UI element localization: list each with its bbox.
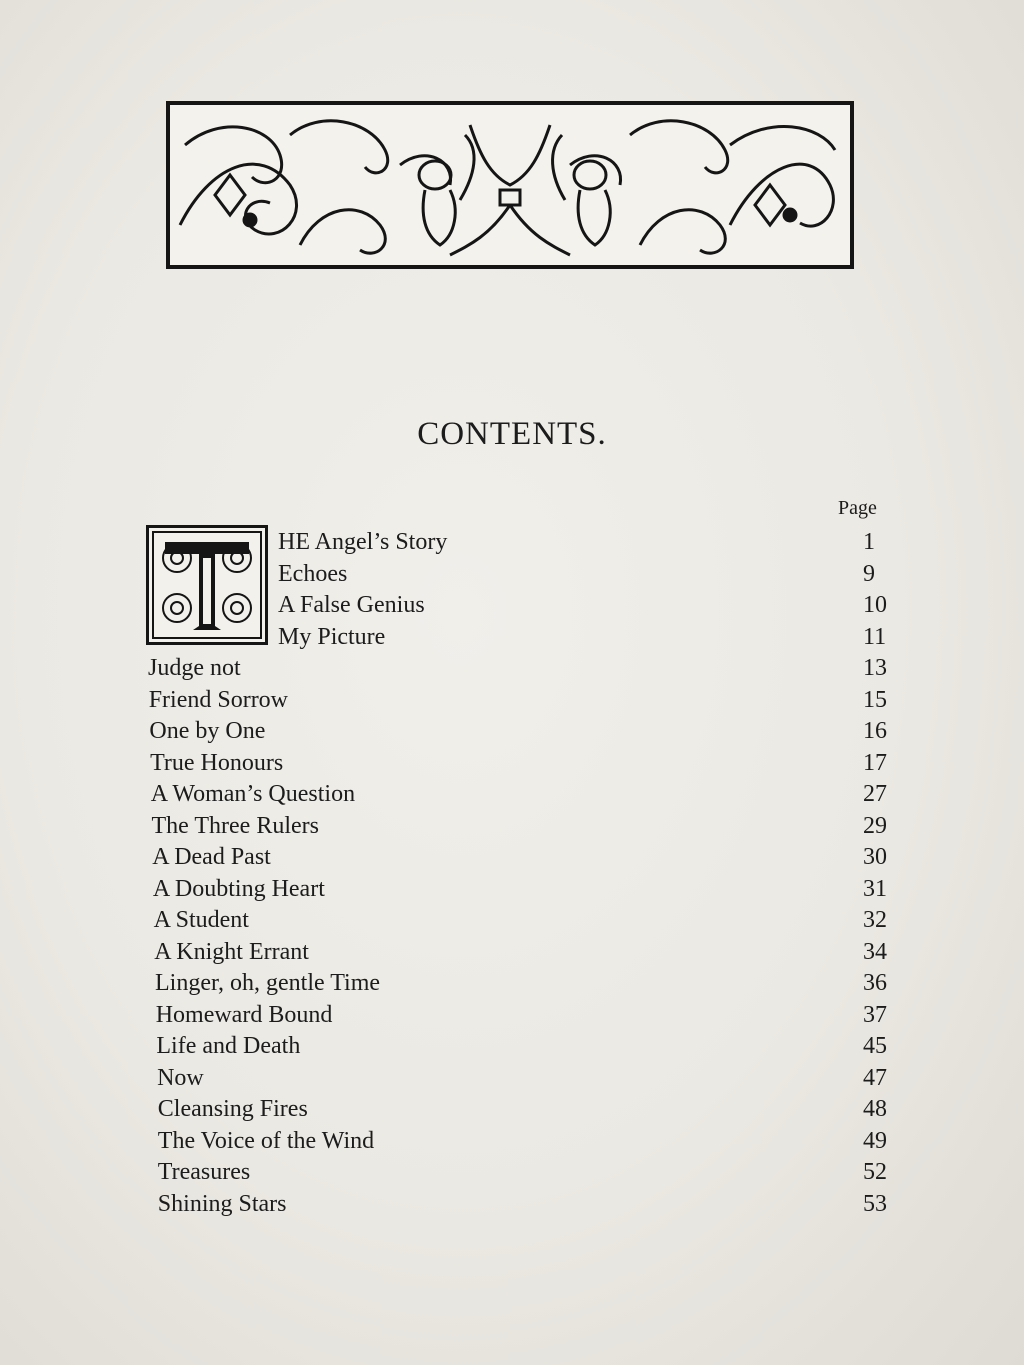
toc-entry-title: A Woman’s Question bbox=[150, 781, 356, 807]
toc-entry-title: Friend Sorrow bbox=[148, 686, 289, 713]
toc-entry-title: Homeward Bound bbox=[155, 1001, 333, 1028]
toc-entry bbox=[153, 873, 890, 905]
toc-entry-title: True Honours bbox=[150, 749, 284, 776]
toc-entry-title: A Doubting Heart bbox=[152, 875, 325, 902]
toc-entry-title: A Knight Errant bbox=[154, 938, 309, 965]
toc-entry-page: 31 bbox=[862, 875, 887, 902]
toc-entry-title: The Voice of the Wind bbox=[157, 1127, 375, 1154]
toc-entry-page: 16 bbox=[862, 718, 887, 744]
toc-entry-title: Shining Stars bbox=[157, 1190, 287, 1217]
toc-entry-page: 36 bbox=[863, 970, 887, 996]
toc-entry bbox=[148, 652, 890, 684]
toc-entry-page: 47 bbox=[862, 1064, 887, 1091]
toc-entry-page: 15 bbox=[862, 686, 887, 713]
toc-entry-page: 52 bbox=[862, 1159, 887, 1185]
toc-entry bbox=[158, 1156, 890, 1188]
toc-entry bbox=[158, 1188, 890, 1220]
toc-entry bbox=[157, 1062, 890, 1094]
toc-entry-page: 37 bbox=[862, 1001, 887, 1028]
toc-entry-page: 17 bbox=[862, 749, 887, 776]
toc-entry-title: Cleansing Fires bbox=[157, 1096, 308, 1122]
page-column-label: Page bbox=[838, 497, 877, 519]
toc-entry-title: A Student bbox=[153, 907, 249, 933]
toc-entry bbox=[278, 526, 890, 558]
toc-entry bbox=[156, 1030, 890, 1062]
toc-entry-page: 27 bbox=[862, 781, 887, 807]
toc-entry-title: Linger, oh, gentle Time bbox=[155, 970, 381, 996]
toc-entry-title: The Three Rulers bbox=[151, 812, 319, 839]
toc-entry bbox=[149, 684, 890, 716]
toc-entry-page: 49 bbox=[862, 1127, 887, 1154]
toc-entry bbox=[278, 558, 890, 590]
toc-entry-title: My Picture bbox=[278, 623, 386, 650]
toc-entry bbox=[278, 589, 890, 621]
toc-entry bbox=[158, 1125, 890, 1157]
toc-entry bbox=[152, 841, 890, 873]
toc-entry-title: A False Genius bbox=[278, 592, 425, 618]
toc-entry-title: Life and Death bbox=[156, 1033, 301, 1059]
ornamental-headpiece-icon bbox=[166, 101, 854, 269]
ornamental-initial-t-icon bbox=[146, 525, 268, 645]
toc-entry bbox=[155, 967, 890, 999]
contents-title: CONTENTS. bbox=[417, 416, 607, 452]
toc-entry-title: Treasures bbox=[157, 1159, 251, 1185]
toc-entry-title: HE Angel’s Story bbox=[278, 529, 448, 555]
toc-entry-page: 29 bbox=[863, 812, 887, 839]
toc-entry-page: 30 bbox=[862, 844, 887, 870]
toc-entry-page: 11 bbox=[863, 623, 887, 650]
toc-entry-page: 45 bbox=[862, 1033, 887, 1059]
toc-entry-page: 13 bbox=[863, 655, 887, 681]
toc-entry bbox=[154, 904, 890, 936]
toc-entry-page: 53 bbox=[862, 1190, 887, 1217]
toc-entry bbox=[156, 999, 890, 1031]
toc-entry-page: 48 bbox=[862, 1096, 887, 1122]
toc-entry bbox=[149, 715, 890, 747]
toc-entry-page: 1 bbox=[863, 529, 875, 555]
toc-entry-title: Echoes bbox=[278, 560, 348, 587]
toc-entry-page: 32 bbox=[862, 907, 887, 933]
toc-entry-title: Now bbox=[157, 1064, 204, 1091]
toc-entry-page: 9 bbox=[863, 560, 875, 587]
toc-entry bbox=[154, 936, 890, 968]
toc-entry bbox=[158, 1093, 890, 1125]
toc-entry bbox=[152, 810, 891, 842]
toc-entry-page: 10 bbox=[863, 592, 887, 618]
toc-entry-page: 34 bbox=[862, 938, 887, 965]
toc-entry-title: Judge not bbox=[148, 655, 241, 681]
toc-entry-title: A Dead Past bbox=[152, 844, 271, 870]
toc-entry bbox=[151, 778, 890, 810]
toc-entry-title: One by One bbox=[149, 718, 266, 744]
toc-entry bbox=[278, 621, 890, 653]
toc-entry bbox=[150, 747, 890, 779]
